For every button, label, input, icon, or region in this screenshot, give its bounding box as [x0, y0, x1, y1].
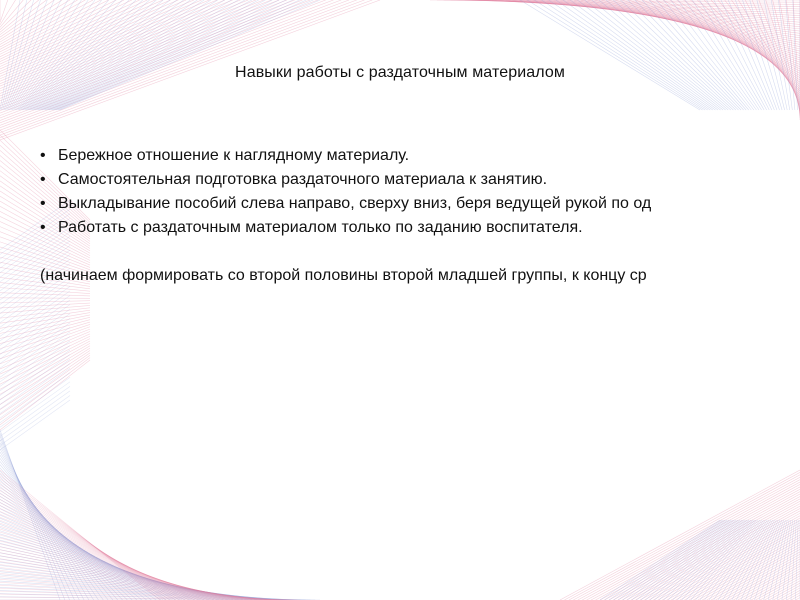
bullet-text: Самостоятельная подготовка раздаточного материала к занятию.	[58, 171, 548, 188]
bullet-marker: •	[40, 195, 46, 212]
mesh-line	[0, 0, 62, 40]
mesh-line	[569, 475, 800, 600]
mesh-line	[0, 353, 90, 415]
mesh-line	[0, 355, 70, 405]
mesh-line	[671, 530, 800, 600]
mesh-line	[0, 351, 90, 410]
mesh-line	[0, 382, 70, 432]
bullet-item	[40, 168, 800, 192]
mesh-line	[40, 0, 218, 110]
mesh-line	[60, 0, 320, 110]
mesh-bottom-right	[560, 470, 800, 600]
mesh-line	[549, 0, 711, 110]
bullet-text: Бережное отношение к наглядному материалу.	[58, 147, 410, 164]
bullet-item	[40, 192, 800, 216]
slide-title: Навыки работы с раздаточным материалом	[235, 64, 565, 81]
mesh-line	[0, 350, 70, 400]
mesh-line	[52, 0, 279, 110]
mesh-line	[0, 327, 70, 377]
mesh-line	[604, 494, 800, 600]
mesh-line	[729, 561, 800, 600]
mesh-line	[55, 0, 293, 110]
bullet-marker: •	[40, 147, 46, 164]
age-note: (начинаем формировать со второй половины второй младшей группы, к концу ср	[40, 267, 647, 284]
mesh-line	[760, 578, 800, 600]
bullet-marker: •	[40, 219, 46, 236]
mesh-line	[0, 295, 70, 345]
mesh-top-right	[430, 0, 800, 120]
mesh-line	[0, 301, 90, 303]
mesh-line	[56, 0, 300, 110]
mesh-line	[0, 291, 70, 341]
mesh-line	[627, 506, 800, 600]
mesh-line	[778, 588, 800, 600]
mesh-bottom-left	[0, 430, 320, 600]
mesh-line	[577, 0, 720, 110]
mesh-line	[0, 314, 70, 364]
mesh-line	[0, 386, 70, 436]
mesh-line	[659, 520, 744, 600]
bullet-text: Работать с раздаточным материалом только по заданию воспитателя.	[58, 219, 583, 236]
mesh-line	[707, 549, 800, 600]
slide-content	[40, 144, 800, 288]
mesh-line	[0, 298, 90, 299]
mesh-line	[0, 0, 23, 27]
bullet-marker: •	[40, 171, 46, 188]
mesh-line	[720, 557, 800, 600]
mesh-line	[0, 377, 70, 427]
bullet-item	[40, 144, 800, 168]
bullet-text: Выкладывание пособий слева направо, сверху вниз, беря ведущей рукой по од	[58, 195, 652, 212]
mesh-line	[5, 0, 47, 110]
bullet-list	[40, 144, 800, 240]
mesh-line	[0, 343, 90, 394]
mesh-line	[19, 0, 115, 110]
mesh-line	[631, 509, 800, 600]
bullet-item	[40, 216, 800, 240]
mesh-line	[618, 501, 800, 600]
mesh-line	[0, 0, 47, 35]
